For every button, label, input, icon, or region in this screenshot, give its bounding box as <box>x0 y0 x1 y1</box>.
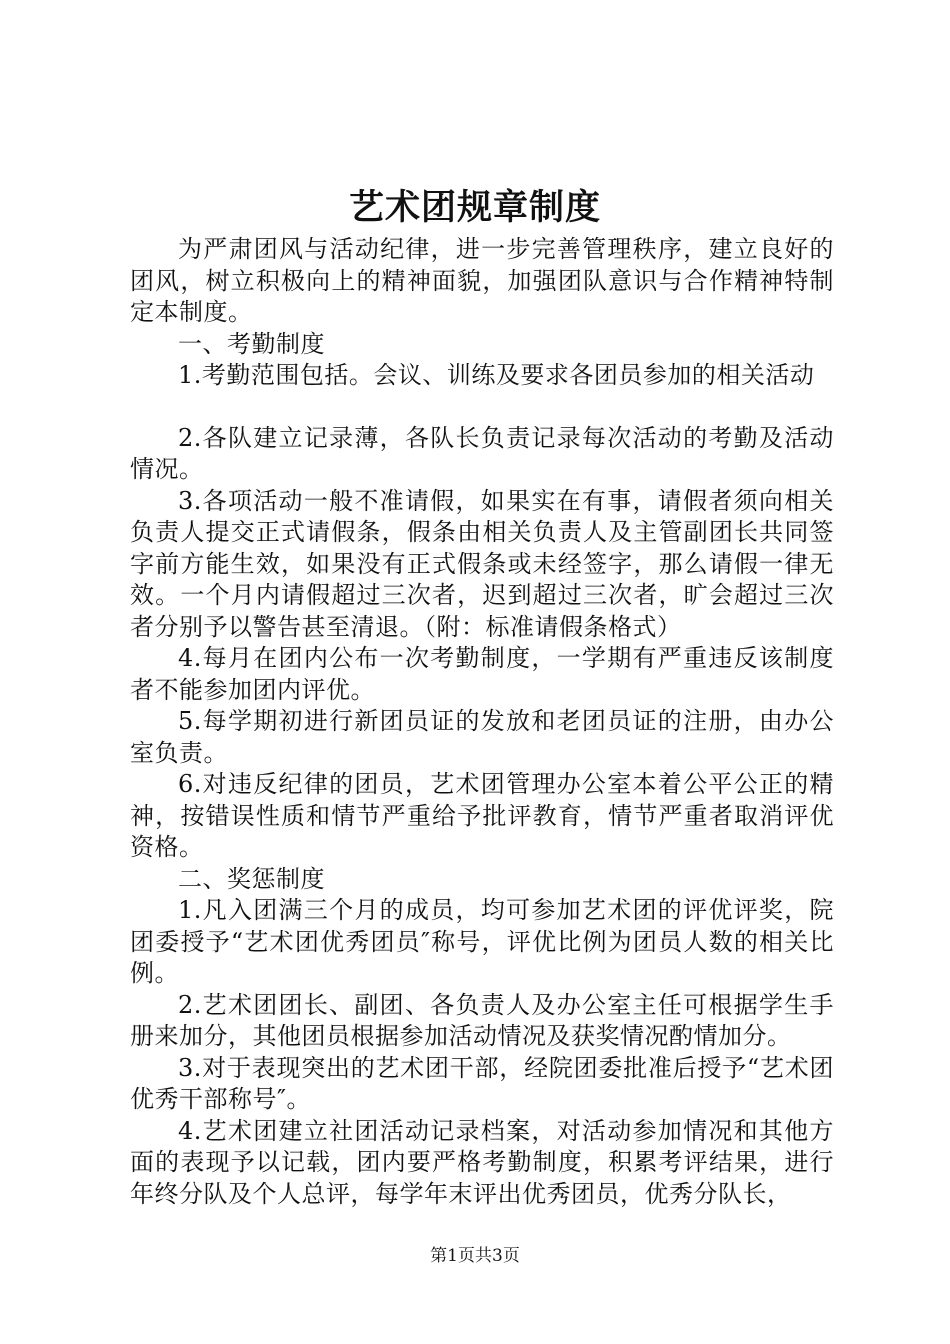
document-title: 艺术团规章制度 <box>348 187 601 228</box>
document-body <box>130 234 834 1210</box>
attendance-item-5: 5.每学期初进行新团员证的发放和老团员证的注册，由办公室负责。 <box>130 707 834 767</box>
page-footer <box>0 1245 950 1267</box>
attendance-item-2: 2.各队建立记录薄，各队长负责记录每次活动的考勤及活动情况。 <box>130 423 834 483</box>
attendance-item-1: 1.考勤范围包括。会议、训练及要求各团员参加的相关活动 <box>178 361 815 389</box>
attendance-item-4: 4.每月在团内公布一次考勤制度，一学期有严重违反该制度者不能参加团内评优。 <box>130 644 834 704</box>
intro-paragraph: 为严肃团风与活动纪律，进一步完善管理秩序，建立良好的团风，树立积极向上的精神面貌，加强团队意识与合作精神特制定本制度。 <box>130 235 834 326</box>
rewards-item-4: 4.艺术团建立社团活动记录档案，对活动参加情况和其他方面的表现予以记载，团内要严格考勤制度，积累考评结果，进行年终分队及个人总评，每学年末评出优秀团员，优秀分队长， <box>130 1116 834 1208</box>
rewards-item-1: 1.凡入团满三个月的成员，均可参加艺术团的评优评奖，院团委授予“艺术团优秀团员″称号，评优比例为团员人数的相关比例。 <box>130 896 834 987</box>
rewards-item-3: 3.对于表现突出的艺术团干部，经院团委批准后授予“艺术团优秀干部称号″。 <box>130 1053 834 1113</box>
section-heading-attendance: 一、考勤制度 <box>178 329 325 358</box>
attendance-item-6: 6.对违反纪律的团员，艺术团管理办公室本着公平公正的精神，按错误性质和情节严重给予批评教育，情节严重者取消评优资格。 <box>130 770 834 861</box>
page-number-total: 共3页 <box>475 1246 520 1266</box>
attendance-item-3: 3.各项活动一般不准请假，如果实在有事，请假者须向相关负责人提交正式请假条，假条由相关负责人及主管副团长共同签字前方能生效，如果没有正式假条或未经签字，那么请假一律无效。一个月内请假超过三次者，迟到超过三次者，旷会超过三次者分别予以警告甚至清退。（附：标准请假条格式） <box>130 486 834 641</box>
page-number-current: 第1页 <box>430 1246 475 1266</box>
rewards-item-2: 2.艺术团团长、副团、各负责人及办公室主任可根据学生手册来加分，其他团员根据参加活动情况及获奖情况酌情加分。 <box>130 990 834 1050</box>
section-heading-rewards: 二、奖惩制度 <box>178 864 325 893</box>
